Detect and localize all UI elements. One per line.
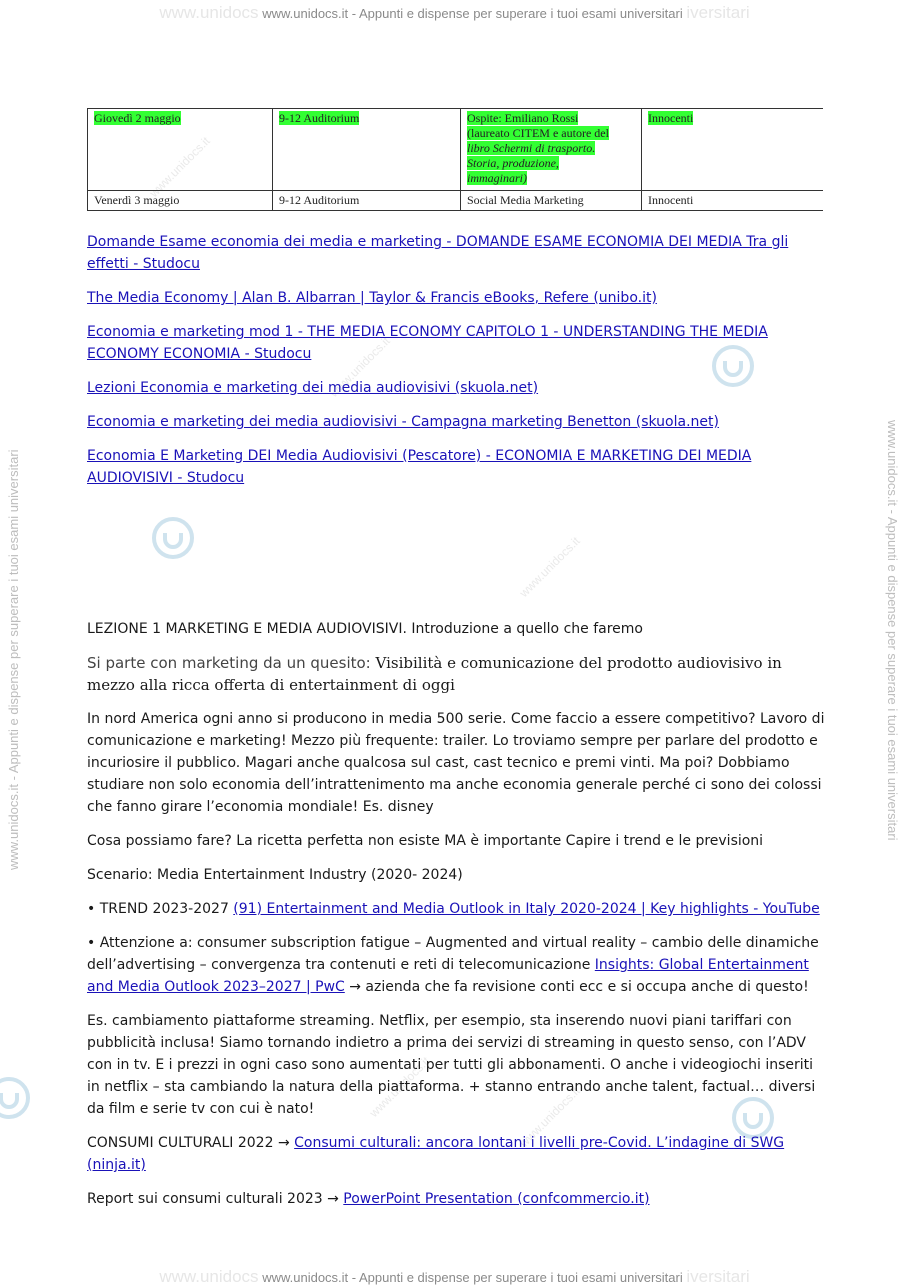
table-row: [88, 191, 824, 211]
link-youtube-outlook[interactable]: (91) Entertainment and Media Outlook in Italy 2020-2024 | Key highlights - YouTube: [233, 901, 820, 917]
watermark-ghost: www.unidocs: [159, 1267, 259, 1286]
document-body: [87, 231, 827, 1222]
paragraph-scenario: Scenario: Media Entertainment Industry (2020- 2024): [87, 867, 463, 883]
table-row: [88, 109, 824, 191]
paragraph-question: Cosa possiamo fare? La ricetta perfetta non esiste MA è importante Capire i trend e le previsioni: [87, 833, 764, 849]
watermark-bottom: [0, 1267, 909, 1287]
attention-suffix: → azienda che fa revisione conti ecc e si occupa anche di questo!: [344, 979, 809, 995]
watermark-top: [0, 3, 909, 23]
lesson-quesito: [87, 652, 827, 696]
watermark-faint: www.unidocs.it: [516, 1083, 583, 1151]
watermark-faint: www.unidocs.it: [146, 133, 213, 201]
reference-links: [87, 231, 827, 489]
link-skuola-lezioni[interactable]: Lezioni Economia e marketing dei media audiovisivi (skuola.net): [87, 380, 539, 396]
quesito-text: Visibilità e comunicazione del prodotto audiovisivo in mezzo alla ricca offerta di entertainment di oggi: [87, 654, 782, 694]
watermark-faint: www.unidocs.it: [366, 1053, 433, 1121]
table-cell-day: Giovedì 2 maggio: [88, 109, 273, 191]
link-studocu-pescatore[interactable]: Economia E Marketing DEI Media Audiovisivi (Pescatore) - ECONOMIA E MARKETING DEI MEDIA AUDIOVISIVI - Studocu: [87, 448, 752, 486]
watermark-faint: www.unidocs.it: [326, 333, 393, 401]
lesson-heading: LEZIONE 1 MARKETING E MEDIA AUDIOVISIVI. Introduzione a quello che faremo: [87, 621, 643, 637]
table-cell-teacher: Innocenti: [642, 109, 824, 191]
trend-prefix: • TREND 2023-2027: [87, 901, 234, 917]
consumi-prefix: CONSUMI CULTURALI 2022 →: [87, 1135, 295, 1151]
link-studocu-domande[interactable]: Domande Esame economia dei media e marketing - DOMANDE ESAME ECONOMIA DEI MEDIA Tra gli effetti - Studocu: [87, 234, 789, 272]
watermark-ghost-right: iversitari: [686, 1267, 750, 1286]
watermark-text: www.unidocs.it - Appunti e dispense per superare i tuoi esami universitari: [262, 1270, 683, 1285]
watermark-ghost-right: iversitari: [686, 3, 750, 22]
link-media-economy-book[interactable]: The Media Economy | Alan B. Albarran | Taylor & Francis eBooks, Refere (unibo.it): [87, 290, 657, 306]
paragraph-report: [87, 1188, 827, 1210]
table-cell-time: 9-12 Auditorium: [273, 109, 461, 191]
watermark-text: www.unidocs.it - Appunti e dispense per superare i tuoi esami universitari: [262, 6, 683, 21]
table-cell-time: 9-12 Auditorium: [273, 191, 461, 211]
paragraph-attention: [87, 932, 827, 998]
paragraph-intro: In nord America ogni anno si producono in media 500 serie. Come faccio a essere competitivo? Lavoro di comunicazione e marketing! Mezzo più frequente: trailer. Lo troviamo sempre per parlare del prodotto e incuriosire il pubblico. Magari anche qualcosa sul cast, cast tecnico e premi vinti. Ma poi? Dobbiamo studiare non solo economia dell’intrattenimento ma anche economia generale perché ci sono dei colossi che fanno girare l’economia mondiale! Es. disney: [87, 711, 825, 815]
schedule-table: [87, 108, 823, 211]
watermark-right: www.unidocs.it - Appunti e dispense per superare i tuoi esami universitari: [885, 420, 900, 841]
watermark-faint: www.unidocs.it: [516, 533, 583, 601]
table-cell-topic: Ospite: Emiliano Rossi (laureato CITEM e autore del libro Schermi di trasporto. Storia, produzione, immaginari): [461, 109, 642, 191]
quesito-lead: Si parte con marketing da un quesito:: [87, 654, 371, 672]
link-skuola-benetton[interactable]: Economia e marketing dei media audiovisivi - Campagna marketing Benetton (skuola.net): [87, 414, 719, 430]
table-cell-topic: Social Media Marketing: [461, 191, 642, 211]
table-cell-day: Venerdì 3 maggio: [88, 191, 273, 211]
paragraph-trend: [87, 898, 827, 920]
report-prefix: Report sui consumi culturali 2023 →: [87, 1191, 344, 1207]
watermark-left: www.unidocs.it - Appunti e dispense per superare i tuoi esami universitari: [6, 449, 21, 870]
paragraph-streaming: Es. cambiamento piattaforme streaming. Netflix, per esempio, sta inserendo nuovi piani tariffari con pubblicità inclusa! Siamo tornando indietro a prima dei servizi di streaming in questo senso, con l’ADV con in tv. E i prezzi in ogni caso sono aumentati per tutti gli abbonamenti. O anche i videogiochi inseriti in netflix – sta cambiando la natura della piattaforma. + stanno entrando anche talent, factual… diversi da film e serie tv con cui è nato!: [87, 1013, 816, 1117]
watermark-ghost: www.unidocs: [159, 3, 259, 22]
paragraph-consumi: [87, 1132, 827, 1176]
table-cell-teacher: Innocenti: [642, 191, 824, 211]
link-pwc-outlook[interactable]: Insights: Global Entertainment and Media Outlook 2023–2027 | PwC: [87, 957, 809, 995]
link-confcommercio-report[interactable]: PowerPoint Presentation (confcommercio.it): [343, 1191, 650, 1207]
attention-text: • Attenzione a: consumer subscription fatigue – Augmented and virtual reality – cambio delle dinamiche dell’advertising – convergenza tra contenuti e reti di telecomunicazione: [87, 935, 819, 973]
unidocs-logo-icon: [0, 1075, 32, 1121]
link-ninja-consumi[interactable]: Consumi culturali: ancora lontani i livelli pre-Covid. L’indagine di SWG (ninja.it): [87, 1135, 785, 1173]
link-studocu-mod1[interactable]: Economia e marketing mod 1 - THE MEDIA ECONOMY CAPITOLO 1 - UNDERSTANDING THE MEDIA ECONOMY ECONOMIA - Studocu: [87, 324, 768, 362]
